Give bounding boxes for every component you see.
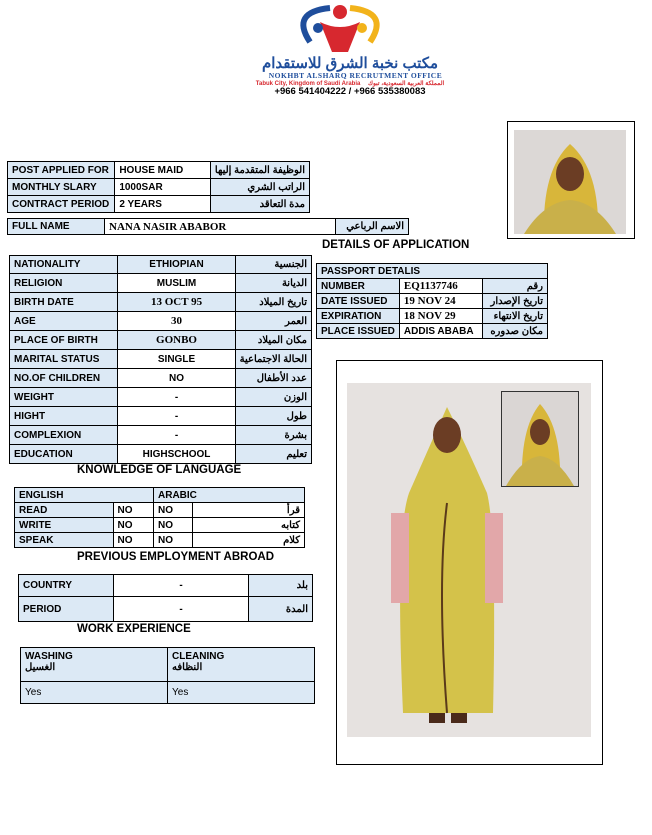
job-value: 2 YEARS (115, 196, 211, 213)
job-row (8, 179, 310, 196)
employment-table (18, 574, 313, 622)
language-label: SPEAK (15, 533, 114, 548)
personal-value: 13 OCT 95 (118, 293, 235, 312)
passport-value: EQ1137746 (399, 279, 482, 294)
passport-row (317, 309, 548, 324)
personal-label: COMPLEXION (10, 426, 118, 445)
personal-table (9, 255, 312, 464)
job-table (7, 161, 310, 213)
experience-item-cleaning (168, 648, 315, 682)
experience-label: WASHING (25, 651, 73, 662)
language-label-ar: كلام (193, 533, 305, 548)
personal-label: AGE (10, 312, 118, 331)
personal-label: NATIONALITY (10, 256, 118, 274)
employment-row (19, 597, 313, 622)
full-name-table (7, 218, 409, 235)
passport-value: ADDIS ABABA (399, 324, 482, 339)
language-english-value: NO (113, 518, 153, 533)
company-name-ar: مكتب نخبة الشرق للاستقدام (261, 55, 439, 72)
language-label-ar: كتابه (193, 518, 305, 533)
language-arabic-value: NO (154, 533, 193, 548)
inset-portrait-photo (501, 391, 579, 487)
passport-title: PASSPORT DETALIS (317, 264, 548, 279)
job-label: MONTHLY SLARY (8, 179, 115, 196)
personal-value: NO (118, 369, 235, 388)
portrait-photo (507, 121, 635, 239)
logo-figures-icon (270, 2, 410, 62)
experience-table (20, 647, 315, 704)
employment-title: PREVIOUS EMPLOYMENT ABROAD (77, 551, 275, 563)
experience-value: Yes (168, 682, 315, 704)
personal-label-ar: تعليم (235, 445, 311, 464)
employment-label-ar: بلد (249, 575, 313, 597)
employment-row (19, 575, 313, 597)
personal-row (10, 445, 312, 464)
company-address-ar: المملكة العربية السعودية، تبوك (368, 81, 445, 87)
job-row (8, 196, 310, 213)
experience-title: WORK EXPERIENCE (77, 623, 191, 635)
personal-label-ar: الحالة الاجتماعية (235, 350, 311, 369)
job-value: HOUSE MAID (115, 162, 211, 179)
language-arabic-value: NO (154, 503, 193, 518)
full-body-photo (336, 360, 603, 765)
passport-row (317, 279, 548, 294)
personal-value: - (118, 388, 235, 407)
passport-label-ar: مكان صدوره (482, 324, 547, 339)
personal-label: HIGHT (10, 407, 118, 426)
language-arabic-value: NO (154, 518, 193, 533)
passport-label: DATE ISSUED (317, 294, 400, 309)
personal-row (10, 350, 312, 369)
passport-label: PLACE ISSUED (317, 324, 400, 339)
personal-label: NO.OF CHILDREN (10, 369, 118, 388)
language-english-value: NO (113, 533, 153, 548)
job-row (8, 162, 310, 179)
person-portrait-icon (514, 130, 626, 234)
employment-value: - (114, 597, 249, 622)
experience-label-ar: النظافه (172, 662, 203, 673)
job-label-ar: مدة التعاقد (210, 196, 309, 213)
personal-label: BIRTH DATE (10, 293, 118, 312)
personal-label-ar: تاريخ الميلاد (235, 293, 311, 312)
company-logo (270, 2, 410, 62)
personal-row (10, 293, 312, 312)
personal-label: PLACE OF BIRTH (10, 331, 118, 350)
personal-row (10, 312, 312, 331)
personal-label-ar: الديانة (235, 274, 311, 293)
company-phones: +966 541404222 / +966 535380083 (274, 86, 426, 97)
details-title: DETAILS OF APPLICATION (322, 239, 470, 251)
personal-value: ETHIOPIAN (118, 256, 235, 274)
experience-label-ar: الغسيل (25, 662, 56, 673)
full-name-label: FULL NAME (8, 219, 105, 235)
company-address: Tabuk City, Kingdom of Saudi Arabia (255, 81, 361, 87)
personal-row (10, 388, 312, 407)
language-label: READ (15, 503, 114, 518)
job-value: 1000SAR (115, 179, 211, 196)
experience-value: Yes (21, 682, 168, 704)
passport-value: 18 NOV 29 (399, 309, 482, 324)
personal-label: WEIGHT (10, 388, 118, 407)
passport-label: EXPIRATION (317, 309, 400, 324)
personal-label-ar: عدد الأطفال (235, 369, 311, 388)
personal-label: RELIGION (10, 274, 118, 293)
personal-row (10, 256, 312, 274)
language-col-english: ENGLISH (15, 488, 154, 503)
language-label-ar: قرأ (193, 503, 305, 518)
personal-value: - (118, 407, 235, 426)
passport-label-ar: تاريخ الإصدار (482, 294, 547, 309)
job-label-ar: الراتب الشري (210, 179, 309, 196)
language-row (15, 533, 305, 548)
personal-label-ar: الوزن (235, 388, 311, 407)
personal-label: EDUCATION (10, 445, 118, 464)
personal-label-ar: بشرة (235, 426, 311, 445)
personal-label-ar: مكان الميلاد (235, 331, 311, 350)
personal-value: 30 (118, 312, 235, 331)
language-row (15, 503, 305, 518)
passport-table (316, 263, 548, 339)
experience-label: CLEANING (172, 651, 225, 662)
language-label: WRITE (15, 518, 114, 533)
language-row (15, 518, 305, 533)
experience-item-washing (21, 648, 168, 682)
personal-value: MUSLIM (118, 274, 235, 293)
personal-value: HIGHSCHOOL (118, 445, 235, 464)
employment-label-ar: المدة (249, 597, 313, 622)
personal-row (10, 274, 312, 293)
passport-label-ar: تاريخ الانتهاء (482, 309, 547, 324)
passport-label: NUMBER (317, 279, 400, 294)
passport-label-ar: رقم (482, 279, 547, 294)
passport-value: 19 NOV 24 (399, 294, 482, 309)
personal-row (10, 369, 312, 388)
personal-value: - (118, 426, 235, 445)
language-english-value: NO (113, 503, 153, 518)
passport-row (317, 324, 548, 339)
personal-value: GONBO (118, 331, 235, 350)
personal-row (10, 331, 312, 350)
full-name-label-ar: الاسم الرباعي (336, 219, 409, 235)
inset-portrait-icon (502, 392, 578, 486)
personal-label-ar: الجنسية (235, 256, 311, 274)
personal-label-ar: طول (235, 407, 311, 426)
full-name-value: NANA NASIR ABABOR (105, 219, 336, 235)
passport-row (317, 294, 548, 309)
language-title: KNOWLEDGE OF LANGUAGE (77, 464, 242, 476)
personal-label-ar: العمر (235, 312, 311, 331)
job-label-ar: الوظيفة المتقدمة إليها (210, 162, 309, 179)
job-label: POST APPLIED FOR (8, 162, 115, 179)
job-label: CONTRACT PERIOD (8, 196, 115, 213)
employment-value: - (114, 575, 249, 597)
personal-row (10, 407, 312, 426)
employment-label: PERIOD (19, 597, 114, 622)
personal-row (10, 426, 312, 445)
personal-label: MARITAL STATUS (10, 350, 118, 369)
language-table (14, 487, 305, 548)
company-name-en: NOKHBT ALSHARQ RECRUTMENT OFFICE (268, 71, 443, 80)
employment-label: COUNTRY (19, 575, 114, 597)
language-col-arabic: ARABIC (154, 488, 305, 503)
personal-value: SINGLE (118, 350, 235, 369)
